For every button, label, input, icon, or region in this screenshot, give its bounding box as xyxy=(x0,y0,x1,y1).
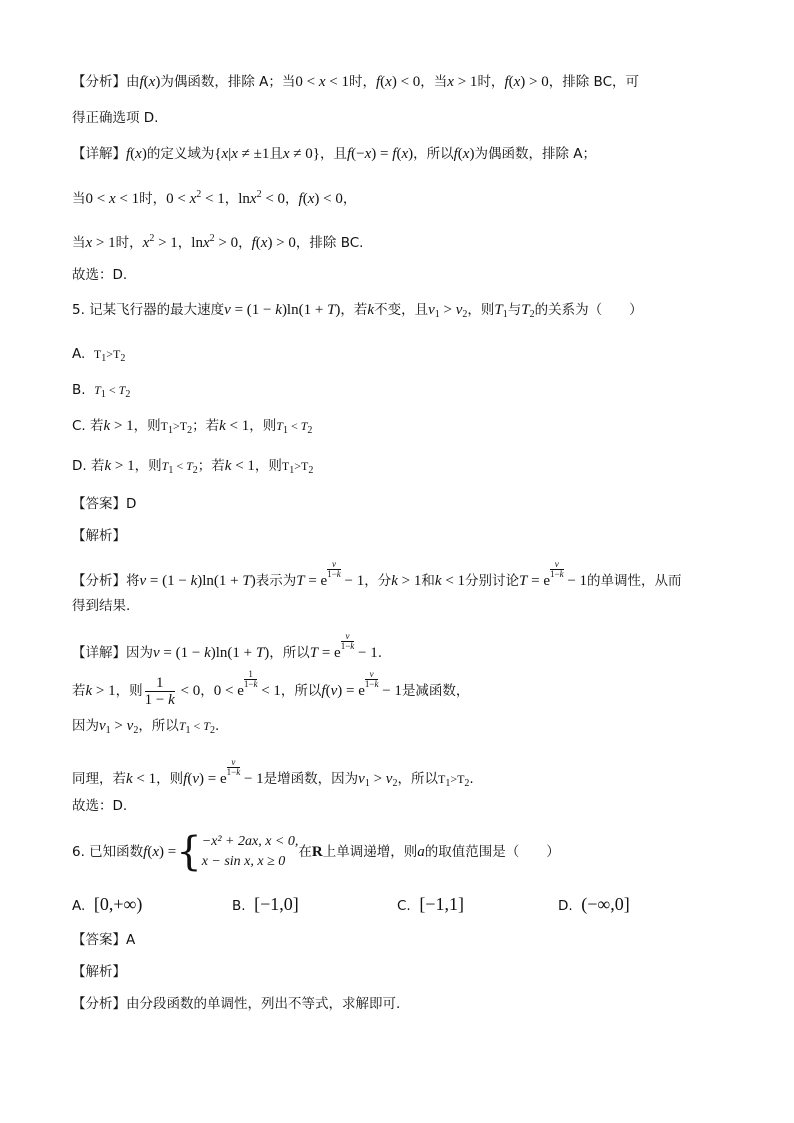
q5-option-b[interactable]: B. $T_1 < T_2$ xyxy=(72,382,131,400)
text: 为偶函数，排除 A；当 xyxy=(160,74,296,90)
text: 因为 xyxy=(126,645,153,661)
option-label: B. xyxy=(232,898,246,914)
q5-option-c[interactable]: C. 若k > 1，则$T_1>T_2$；若k < 1，则$T_1 < T_2$ xyxy=(72,418,313,436)
text: ，则 xyxy=(134,458,162,474)
option-label: A. xyxy=(72,898,86,914)
text: 为偶函数，排除 A； xyxy=(474,146,596,162)
text: 由分段函数的单调性，列出不等式，求解即可. xyxy=(126,996,401,1012)
text: 时， xyxy=(115,235,143,251)
piece-1: −x² + 2ax, x < 0, xyxy=(201,834,299,849)
q6-option-c[interactable] xyxy=(397,894,464,916)
q6-options xyxy=(72,894,734,916)
text: 当 xyxy=(72,235,86,251)
text: ；若 xyxy=(197,458,225,474)
text: ，排除 BC. xyxy=(295,235,364,251)
text: ， xyxy=(200,683,214,699)
text: 因为 xyxy=(72,718,99,734)
analysis-tag: 【分析】 xyxy=(72,573,126,589)
text: ，所以 xyxy=(397,771,438,787)
text: ，分 xyxy=(364,573,392,589)
q6-option-a[interactable] xyxy=(72,894,142,916)
text: ，则 xyxy=(133,418,161,434)
piece-2: x − sin x, x ≥ 0 xyxy=(201,854,286,869)
text: 时， xyxy=(477,74,505,90)
text: 上单调递增，则 xyxy=(322,844,418,860)
q5-answer: 【答案】D xyxy=(72,496,137,512)
q4-final-answer: 故选：D. xyxy=(72,267,128,283)
text: 是减函数， xyxy=(401,683,470,699)
text: ，若 xyxy=(340,302,368,318)
text: 6. 已知函数 xyxy=(72,844,144,860)
text: C. 若 xyxy=(72,418,104,434)
text: 将 xyxy=(126,573,140,589)
text: 当 xyxy=(72,191,86,207)
q5-option-a[interactable]: A. $T_1>T_2$ xyxy=(72,346,126,364)
option-label: C. xyxy=(397,898,411,914)
text: 同理，若 xyxy=(72,771,126,787)
text: ，当 xyxy=(420,74,448,90)
q6-analysis-heading: 【解析】 xyxy=(72,964,126,980)
text: ，排除 BC，可 xyxy=(548,74,639,90)
detail-tag: 【详解】 xyxy=(72,146,126,162)
q6-answer: 【答案】A xyxy=(72,932,136,948)
text: ，所以 xyxy=(280,683,322,699)
q5-detail-line: 【详解】因为v = (1 − k)ln(1 + T)，所以T = e $\frac{v}{1-k}$ − 1. xyxy=(72,631,383,661)
text: ，所以 xyxy=(269,645,310,661)
q5-case-conclusion: 因为$v_1 > v_2$，所以$T_1 < T_2$. xyxy=(72,718,220,736)
q4-detail-line3: 当x > 1时，$x^2 > 1$，lnx$^2$ > 0，f(x) > 0，排除 BC. xyxy=(72,233,364,251)
brace: { xyxy=(176,829,202,875)
text: 时， xyxy=(348,74,376,90)
text: 不变，且 xyxy=(374,302,429,318)
text: ，则 xyxy=(115,683,143,699)
text: D. 若 xyxy=(72,458,105,474)
text: 的单调性，从而 xyxy=(587,573,682,589)
option-value: [−1,1] xyxy=(419,894,464,914)
q5-stem: 5. 记某飞行器的最大速度v = (1 − k)ln(1 + T)，若k不变，且$v_1 > v_2$，则$T_1$与$T_2$的关系为（ ） xyxy=(72,302,643,320)
q5-final-answer: 故选：D. xyxy=(72,798,128,814)
option-label: B. xyxy=(72,382,86,398)
text: 若 xyxy=(72,683,86,699)
text: ，所以 xyxy=(413,146,454,162)
text: 是增函数，因为 xyxy=(263,771,359,787)
text: 且 xyxy=(269,146,283,162)
q5-analysis-heading: 【解析】 xyxy=(72,528,126,544)
option-value: (−∞,0] xyxy=(581,894,630,914)
option-value: [0,+∞) xyxy=(93,894,143,914)
text: 的取值范围是（ ） xyxy=(424,844,560,860)
option-label: D. xyxy=(558,898,573,914)
option-value: [−1,0] xyxy=(254,894,299,914)
q5-case-k-gt-1: 若k > 1，则 $\frac{1}{1 - k}$ < 0，0 < e $\frac{1}{1-k}$ < 1，所以f(v) = e $\frac{v}{1-k}$ − 1是减函数， xyxy=(72,669,470,709)
text: 和 xyxy=(421,573,435,589)
text: 的关系为（ ） xyxy=(534,302,643,318)
q4-analysis-line2: 得正确选项 D. xyxy=(72,110,159,126)
text: 的定义域为 xyxy=(146,146,215,162)
text: ，则 xyxy=(249,418,277,434)
text: 与 xyxy=(507,302,522,318)
analysis-tag: 【分析】 xyxy=(72,74,126,90)
piecewise-cases xyxy=(202,832,299,872)
text: ，则 xyxy=(467,302,495,318)
detail-tag: 【详解】 xyxy=(72,645,126,661)
q5-analysis-line2: 得到结果. xyxy=(72,598,131,614)
q6-stem: 6. 已知函数f(x) ={ −x² + 2ax, x < 0, x − sin x, x ≥ 0 在R上单调递增，则a的取值范围是（ ） xyxy=(72,829,560,875)
q6-analysis-line xyxy=(72,994,734,1014)
text: 在 xyxy=(298,844,312,860)
text: ，则 xyxy=(254,458,282,474)
text: 表示为 xyxy=(255,573,297,589)
q6-option-d[interactable] xyxy=(558,894,630,916)
q5-analysis-line: 【分析】将v = (1 − k)ln(1 + T)表示为T = e $\frac{v}{1-k}$ − 1，分k > 1和k < 1分别讨论T = e $\frac{v}{1-k}$ − 1的单调性，从而 xyxy=(72,559,682,589)
q5-option-d[interactable]: D. 若k > 1，则$T_1 < T_2$；若k < 1，则$T_1>T_2$ xyxy=(72,458,314,476)
option-label: A. xyxy=(72,346,86,362)
text: ，则 xyxy=(156,771,184,787)
q4-detail-line: 【详解】f(x)的定义域为{x|x ≠ ±1且x ≠ 0}，且f(−x) = f(x)，所以f(x)为偶函数，排除 A； xyxy=(72,146,596,162)
text: 分别讨论 xyxy=(465,573,520,589)
text: ，所以 xyxy=(138,718,179,734)
q4-detail-line2: 当0 < x < 1时，$0 < x^2 < 1$，lnx$^2$ < 0，f(x) < 0， xyxy=(72,189,357,207)
text: ，且 xyxy=(319,146,347,162)
text: ；若 xyxy=(192,418,220,434)
q4-analysis-line: 【分析】由f(x)为偶函数，排除 A；当0 < x < 1时，f(x) < 0，当x > 1时，f(x) > 0，排除 BC，可 xyxy=(72,74,639,90)
text: 5. 记某飞行器的最大速度 xyxy=(72,302,225,318)
analysis-tag: 【分析】 xyxy=(72,996,126,1012)
text: 由 xyxy=(126,74,140,90)
q5-case-k-lt-1: 同理，若k < 1，则f(v) = e $\frac{v}{1-k}$ − 1是增函数，因为$v_1 > v_2$，所以$T_1>T_2$. xyxy=(72,757,474,789)
q6-option-b[interactable] xyxy=(232,894,299,916)
text: 时， xyxy=(139,191,167,207)
